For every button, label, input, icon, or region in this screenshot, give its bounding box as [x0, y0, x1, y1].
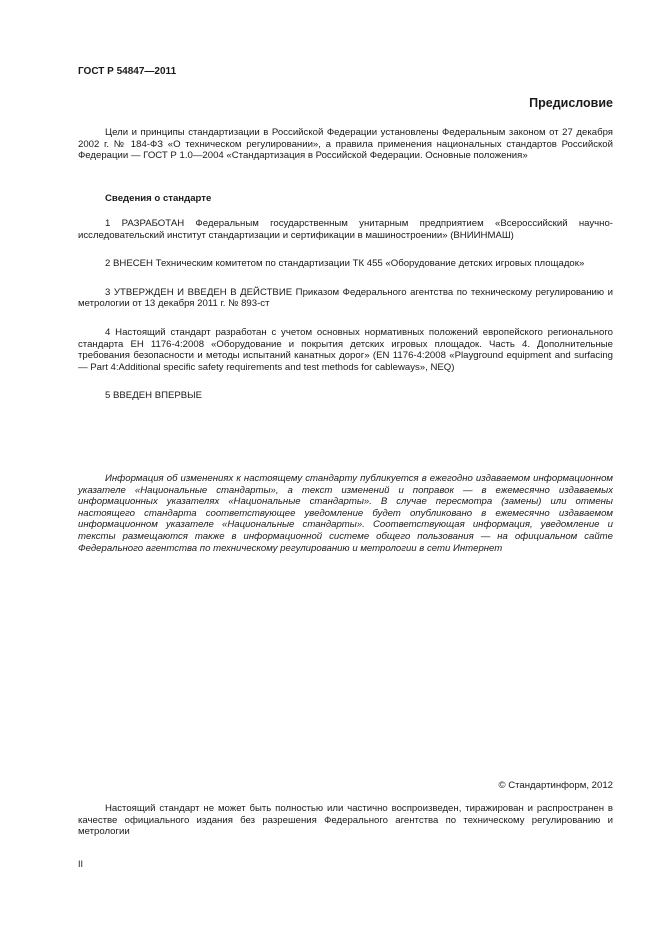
section-heading: Сведения о стандарте — [105, 193, 212, 204]
page-number: II — [78, 859, 84, 869]
page-title: Предисловие — [529, 96, 613, 110]
info-item-5: 5 ВВЕДЕН ВПЕРВЫЕ — [105, 390, 203, 402]
reproduction-notice: Настоящий стандарт не может быть полностью или частично воспроизведен, тиражирован и распространен в качестве официального издания без разрешения Федерального агентства по техническому регулированию и метрологии — [78, 803, 613, 838]
info-item-2: 2 ВНЕСЕН Техническим комитетом по стандартизации ТК 455 «Оборудование детских игровых площадок» — [105, 258, 585, 270]
intro-paragraph: Цели и принципы стандартизации в Российской Федерации установлены Федеральным законом от 27 декабря 2002 г. № 184-ФЗ «О техническом регулировании», а правила применения национальных стандартов Российской Федерации — ГОСТ Р 1.0—2004 «Стандартизация в Российской Федерации. Основные положения» — [78, 127, 613, 162]
copyright-line: © Стандартинформ, 2012 — [498, 780, 613, 791]
standard-code: ГОСТ Р 54847—2011 — [78, 66, 177, 77]
info-item-3: 3 УТВЕРЖДЕН И ВВЕДЕН В ДЕЙСТВИЕ Приказом Федерального агентства по техническому регулированию и метрологии от 13 декабря 2011 г. № 893-ст — [78, 286, 613, 310]
changes-info-paragraph: Информация об изменениях к настоящему стандарту публикуется в ежегодно издаваемом информационном указателе «Национальные стандарты», а текст изменений и поправок — в ежемесячно издаваемых информационных указателях «Национальные стандарты». В случае пересмотра (замены) или отмены настоящего стандарта соответствующее уведомление будет опубликовано в ежемесячно издаваемом информационном указателе «Национальные стандарты». Соответствующая информация, уведомление и тексты размещаются также в информационной системе общего пользования — на официальном сайте Федерального агентства по техническому регулированию и метрологии в сети Интернет — [78, 473, 613, 554]
intro-block — [78, 127, 613, 180]
info-item-4: 4 Настоящий стандарт разработан с учетом основных нормативных положений европейского регионального стандарта ЕН 1176-4:2008 «Оборудование и покрытия детских игровых площадок. Часть 4. Дополнительные требования безопасности и методы испытаний канатных дорог» (EN 1176-4:2008 «Playground equipment and surfacing — Part 4:Additional specific safety requirements and test methods for cableways», NEQ) — [78, 326, 613, 373]
info-item-1: 1 РАЗРАБОТАН Федеральным государственным унитарным предприятием «Всероссийский научно-исследовательский институт стандартизации и сертификации в машиностроении» (ВНИИНМАШ) — [78, 218, 613, 241]
standard-info-list — [78, 218, 613, 419]
